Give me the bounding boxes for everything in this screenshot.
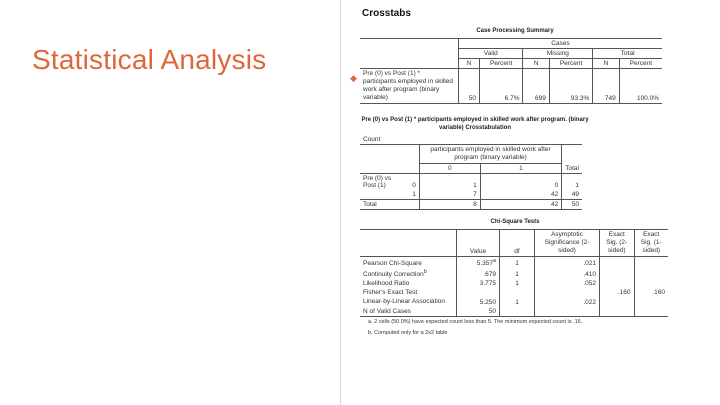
- table-row: [360, 59, 662, 69]
- table-cell: 6.7%: [480, 69, 523, 104]
- table-header: Value: [457, 230, 500, 257]
- table-header: Missing: [523, 49, 593, 59]
- table-header: 1: [480, 164, 562, 174]
- table-cell: 50: [562, 200, 582, 210]
- table-header: N: [459, 59, 480, 69]
- table-cell: [600, 307, 635, 317]
- table-header: N: [523, 59, 549, 69]
- slide-title: Statistical Analysis: [32, 44, 267, 75]
- table-cell: 1: [500, 268, 535, 279]
- table-cell: [457, 288, 500, 297]
- row-label: Likelihood Ratio: [363, 280, 410, 288]
- footnote: b. Computed only for a 2x2 table: [368, 330, 448, 337]
- table-cell: 50: [459, 69, 480, 104]
- table-row: [360, 145, 582, 164]
- table-cell: 3.775: [457, 279, 500, 288]
- divider-line: [340, 0, 341, 405]
- table-cell: 1: [562, 174, 582, 191]
- table-header: 0: [419, 164, 480, 174]
- table-cell: [600, 268, 635, 279]
- row-label: Fisher's Exact Test: [363, 289, 418, 297]
- row-label: [360, 190, 409, 200]
- table-row: [360, 190, 582, 200]
- row-label: Pre (0) vs Post (1): [363, 175, 392, 189]
- chi-square-table: [360, 229, 668, 317]
- table-row: [360, 174, 582, 191]
- table-header: Asymptotic Significance (2-sided): [535, 230, 600, 257]
- table-cell: 42: [480, 200, 562, 210]
- table-header: Valid: [459, 49, 523, 59]
- table-cell: .160: [600, 288, 635, 297]
- count-label: Count: [360, 135, 582, 145]
- table-row: [360, 69, 662, 104]
- table-cell: 100.0%: [619, 69, 662, 104]
- row-label: Pearson Chi-Square: [363, 260, 422, 268]
- table-cell: 749: [593, 69, 619, 104]
- table-cell: 1: [500, 297, 535, 307]
- table-cell: 1: [419, 174, 480, 191]
- row-sublabel: 0: [412, 182, 416, 189]
- table-cell: [634, 268, 668, 279]
- table-header: Cases: [459, 39, 663, 49]
- table-cell: .410: [535, 268, 600, 279]
- row-label: Pre (0) vs Post (1) * participants employed in skilled work after program (binary variable): [360, 69, 459, 104]
- table-cell: .022: [535, 297, 600, 307]
- crosstab-caption: Pre (0) vs Post (1) * participants employed in skilled work after program. (binary variable) Crosstabulation: [361, 117, 589, 131]
- table-cell: .679: [457, 268, 500, 279]
- crosstabs-heading: Crosstabs: [362, 8, 411, 19]
- table-cell: .052: [535, 279, 600, 288]
- table-cell: [600, 279, 635, 288]
- row-label: Linear-by-Linear Association: [363, 298, 446, 306]
- table-cell: 7: [419, 190, 480, 200]
- table-cell: .160: [634, 288, 668, 297]
- table-cell: 50: [457, 307, 500, 317]
- table-cell: [535, 307, 600, 317]
- table-row: [360, 307, 668, 317]
- table-cell: [500, 307, 535, 317]
- table-cell: 42: [480, 190, 562, 200]
- table-row: [360, 279, 668, 288]
- table-cell: 1: [500, 257, 535, 269]
- table-cell: .021: [535, 257, 600, 269]
- table-header: Exact Sig. (1-sided): [634, 230, 668, 257]
- table-row: [360, 230, 668, 257]
- table-row: [360, 200, 582, 210]
- footnote-marker: a: [492, 258, 496, 264]
- table-cell: [634, 297, 668, 307]
- case-processing-caption: Case Processing Summary: [476, 28, 554, 34]
- table-cell: 49: [562, 190, 582, 200]
- table-cell: 5.357: [476, 260, 493, 268]
- table-row: [360, 268, 668, 279]
- table-header: Exact Sig. (2-sided): [600, 230, 635, 257]
- table-cell: [634, 279, 668, 288]
- table-header: df: [500, 230, 535, 257]
- table-cell: [600, 297, 635, 307]
- table-cell: 1: [500, 279, 535, 288]
- table-row: [360, 288, 668, 297]
- table-header: Total: [562, 164, 582, 174]
- bullet-arrow-icon: ◆: [350, 73, 357, 83]
- table-cell: 0: [480, 174, 562, 191]
- footnote-marker: b: [423, 269, 427, 276]
- table-header: participants employed in skilled work after program (binary variable): [419, 145, 561, 164]
- row-sublabel: [409, 200, 420, 210]
- table-cell: 93.3%: [549, 69, 592, 104]
- case-processing-table: [360, 38, 662, 104]
- chi-square-caption: Chi-Square Tests: [490, 219, 540, 225]
- table-cell: 5.250: [457, 297, 500, 307]
- table-cell: [600, 257, 635, 269]
- spss-output-panel: [360, 8, 670, 339]
- row-label: Total: [360, 200, 409, 210]
- table-header: Percent: [549, 59, 592, 69]
- table-cell: [535, 288, 600, 297]
- table-row: [360, 257, 668, 269]
- table-row: [360, 39, 662, 49]
- table-cell: [500, 288, 535, 297]
- table-cell: [634, 257, 668, 269]
- table-cell: 699: [523, 69, 549, 104]
- row-sublabel: 1: [409, 190, 420, 200]
- table-header: N: [593, 59, 619, 69]
- footnote: a. 2 cells (50.0%) have expected count less than 5. The minimum expected count is .16.: [368, 319, 583, 326]
- row-label: Continuity Correction: [363, 271, 424, 279]
- row-label: N of Valid Cases: [360, 307, 457, 317]
- table-cell: [634, 307, 668, 317]
- crosstab-table: [360, 135, 582, 210]
- table-row: [360, 297, 668, 307]
- table-header: Total: [593, 49, 662, 59]
- table-cell: 8: [419, 200, 480, 210]
- table-header: Percent: [619, 59, 662, 69]
- table-header: Percent: [480, 59, 523, 69]
- table-row: [360, 135, 582, 145]
